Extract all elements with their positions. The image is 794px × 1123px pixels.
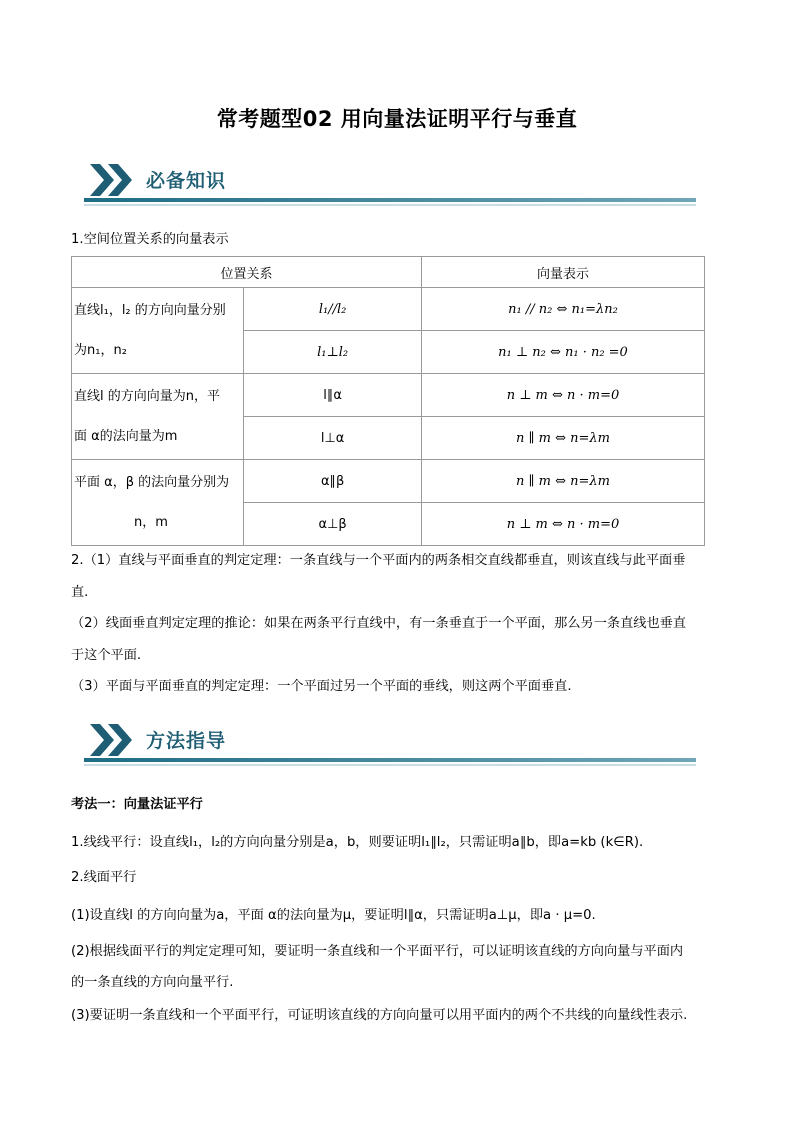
paragraph-4: （3）平面与平面垂直的判定定理：一个平面过另一个平面的垂线，则这两个平面垂直. bbox=[71, 679, 572, 694]
table-cell-vector: n ⊥ m ⇔ n · m=0 bbox=[422, 374, 705, 417]
vector-relation-table bbox=[71, 256, 705, 546]
section-underline bbox=[84, 198, 696, 202]
table-cell-vector: n ∥ m ⇔ n=λm bbox=[422, 460, 705, 503]
section-banner-method bbox=[84, 718, 696, 766]
section-title-method: 方法指导 bbox=[146, 730, 227, 752]
table-cell-relation: α∥β bbox=[244, 460, 422, 503]
table-header-cell: 向量表示 bbox=[422, 257, 705, 288]
table-cell-relation: l∥α bbox=[244, 374, 422, 417]
paragraph-2-line-2: 直. bbox=[71, 585, 89, 600]
section-underline-light bbox=[84, 204, 696, 206]
section-underline-light bbox=[84, 764, 696, 766]
table-cell-vector: n₁ // n₂ ⇔ n₁=λn₂ bbox=[422, 288, 705, 331]
method-line-1: 1.线线平行：设直线l₁，l₂的方向向量分别是a，b，则要证明l₁∥l₂，只需证明a∥b，即a=kb (k∈R). bbox=[71, 835, 644, 850]
paragraph-3-line-2: 于这个平面. bbox=[71, 648, 142, 663]
table-cell-vector: n₁ ⊥ n₂ ⇔ n₁ · n₂ =0 bbox=[422, 331, 705, 374]
table-group-label: 直线l 的方向向量为n，平 面 α的法向量为m bbox=[72, 374, 244, 460]
table-row bbox=[72, 460, 705, 503]
method-line-5: (3)要证明一条直线和一个平面平行，可证明该直线的方向向量可以用平面内的两个不共线的向量线性表示. bbox=[71, 1008, 688, 1023]
section-underline bbox=[84, 758, 696, 762]
table-cell-relation: l⊥α bbox=[244, 417, 422, 460]
table-cell-relation: l₁⊥l₂ bbox=[244, 331, 422, 374]
method-line-4a: (2)根据线面平行的判定定理可知，要证明一条直线和一个平面平行，可以证明该直线的方向向量与平面内 bbox=[71, 944, 684, 959]
table-header-cell: 位置关系 bbox=[72, 257, 422, 288]
method-line-3: (1)设直线l 的方向向量为a，平面 α的法向量为μ，要证明l∥α，只需证明a⊥μ，即a · μ=0. bbox=[71, 908, 596, 923]
method-heading: 考法一：向量法证平行 bbox=[71, 797, 203, 812]
double-chevron-icon bbox=[88, 720, 136, 760]
table-group-label: 平面 α，β 的法向量分别为 n，m bbox=[72, 460, 244, 546]
page-title: 常考题型02 用向量法证明平行与垂直 bbox=[216, 107, 578, 131]
paragraph-1: 1.空间位置关系的向量表示 bbox=[71, 232, 229, 247]
paragraph-2-line-1: 2.（1）直线与平面垂直的判定定理：一条直线与一个平面内的两条相交直线都垂直，则该直线与此平面垂 bbox=[71, 553, 686, 568]
double-chevron-icon bbox=[88, 160, 136, 200]
paragraph-3-line-1: （2）线面垂直判定定理的推论：如果在两条平行直线中，有一条垂直于一个平面，那么另一条直线也垂直 bbox=[71, 616, 687, 631]
table-cell-vector: n ⊥ m ⇔ n · m=0 bbox=[422, 503, 705, 546]
table-row bbox=[72, 288, 705, 331]
section-banner-knowledge bbox=[84, 158, 696, 206]
table-cell-vector: n ∥ m ⇔ n=λm bbox=[422, 417, 705, 460]
table-cell-relation: l₁//l₂ bbox=[244, 288, 422, 331]
table-row bbox=[72, 374, 705, 417]
method-line-4b: 的一条直线的方向向量平行. bbox=[71, 975, 234, 990]
table-header-row bbox=[72, 257, 705, 288]
method-line-2: 2.线面平行 bbox=[71, 870, 137, 885]
table-group-label: 直线l₁，l₂ 的方向向量分别 为n₁，n₂ bbox=[72, 288, 244, 374]
section-title-knowledge: 必备知识 bbox=[146, 170, 227, 192]
table-cell-relation: α⊥β bbox=[244, 503, 422, 546]
